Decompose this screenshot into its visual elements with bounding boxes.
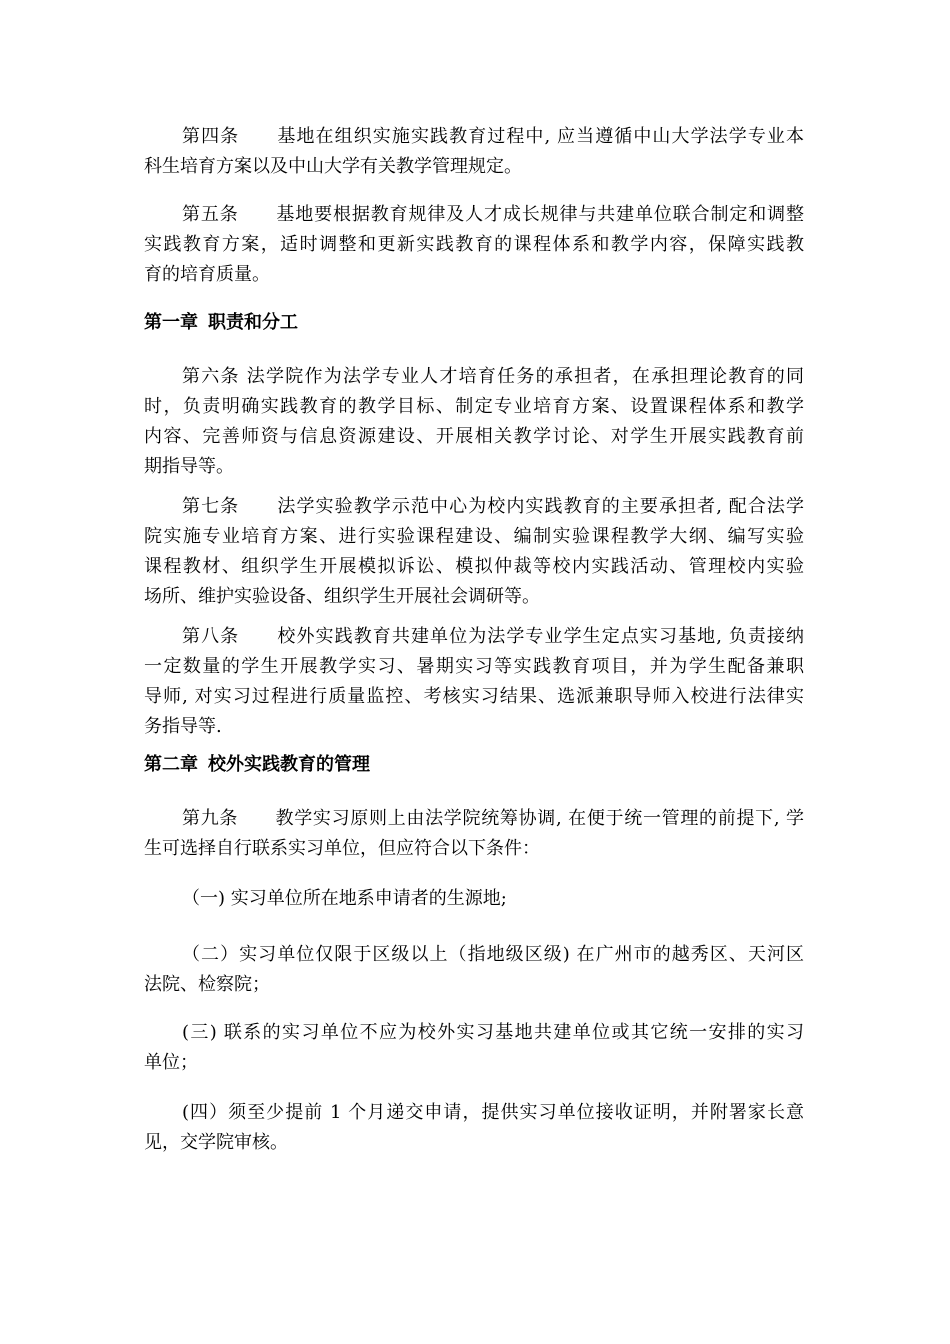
condition-2 [144, 940, 804, 1000]
article-4 [144, 122, 804, 182]
condition-4-line-1: (四）须至少提前 1 个月递交申请，提供实习单位接收证明，并附署家长意 [182, 1102, 804, 1123]
article-4-line-2: 科生培育方案以及中山大学有关教学管理规定。 [144, 156, 522, 177]
article-8-line-2: 一定数量的学生开展教学实习、暑期实习等实践教育项目，并为学生配备兼职 [144, 656, 804, 677]
article-6-line-2: 时，负责明确实践教育的教学目标、制定专业培育方案、设置课程体系和教学 [144, 396, 804, 417]
chapter-2-number: 第二章 [144, 754, 198, 775]
article-7-line-2: 院实施专业培育方案、进行实验课程建设、编制实验课程教学大纲、编写实验 [144, 526, 804, 547]
condition-2-line-1: （二）实习单位仅限于区级以上（指地级区级) 在广州市的越秀区、天河区 [182, 944, 804, 965]
article-7-line-1: 第七条 法学实验教学示范中心为校内实践教育的主要承担者, 配合法学 [182, 496, 804, 517]
article-5-line-3: 育的培育质量。 [144, 264, 270, 285]
article-8-line-3: 导师, 对实习过程进行质量监控、考核实习结果、选派兼职导师入校进行法律实 [144, 686, 804, 707]
article-7-line-3: 课程教材、组织学生开展模拟诉讼、模拟仲裁等校内实践活动、管理校内实验 [144, 556, 804, 577]
article-5 [144, 200, 804, 290]
chapter-1-number: 第一章 [144, 312, 198, 333]
article-7-line-4: 场所、维护实验设备、组织学生开展社会调研等。 [144, 586, 540, 607]
article-8-line-4: 务指导等. [144, 716, 222, 737]
condition-1 [144, 884, 804, 914]
article-8-line-1: 第八条 校外实践教育共建单位为法学专业学生定点实习基地, 负责接纳 [182, 626, 804, 647]
article-9-line-1: 第九条 教学实习原则上由法学院统筹协调, 在便于统一管理的前提下, 学 [182, 808, 804, 829]
condition-3 [144, 1018, 804, 1078]
chapter-2-heading [144, 750, 370, 780]
condition-4 [144, 1098, 804, 1158]
condition-1-line-1: （一) 实习单位所在地系申请者的生源地; [182, 888, 507, 909]
condition-3-line-2: 单位； [144, 1052, 198, 1073]
chapter-1-title: 职责和分工 [208, 312, 298, 333]
article-6-line-3: 内容、完善师资与信息资源建设、开展相关教学讨论、对学生开展实践教育前 [144, 426, 804, 447]
article-7 [144, 492, 804, 612]
article-5-line-2: 实践教育方案，适时调整和更新实践教育的课程体系和教学内容，保障实践教 [144, 234, 804, 255]
article-9-line-2: 生可选择自行联系实习单位，但应符合以下条件： [144, 838, 540, 859]
article-9 [144, 804, 804, 864]
condition-2-line-2: 法院、检察院； [144, 974, 270, 995]
condition-3-line-1: (三) 联系的实习单位不应为校外实习基地共建单位或其它统一安排的实习 [182, 1022, 804, 1043]
chapter-1-heading [144, 308, 298, 338]
article-6-line-1: 第六条 法学院作为法学专业人才培育任务的承担者，在承担理论教育的同 [182, 366, 804, 387]
condition-4-line-2: 见，交学院审核。 [144, 1132, 288, 1153]
article-8 [144, 622, 804, 742]
chapter-2-title: 校外实践教育的管理 [208, 754, 370, 775]
article-4-line-1: 第四条 基地在组织实施实践教育过程中, 应当遵循中山大学法学专业本 [182, 126, 804, 147]
article-6-line-4: 期指导等。 [144, 456, 234, 477]
article-6 [144, 362, 804, 482]
article-5-line-1: 第五条 基地要根据教育规律及人才成长规律与共建单位联合制定和调整 [182, 204, 804, 225]
